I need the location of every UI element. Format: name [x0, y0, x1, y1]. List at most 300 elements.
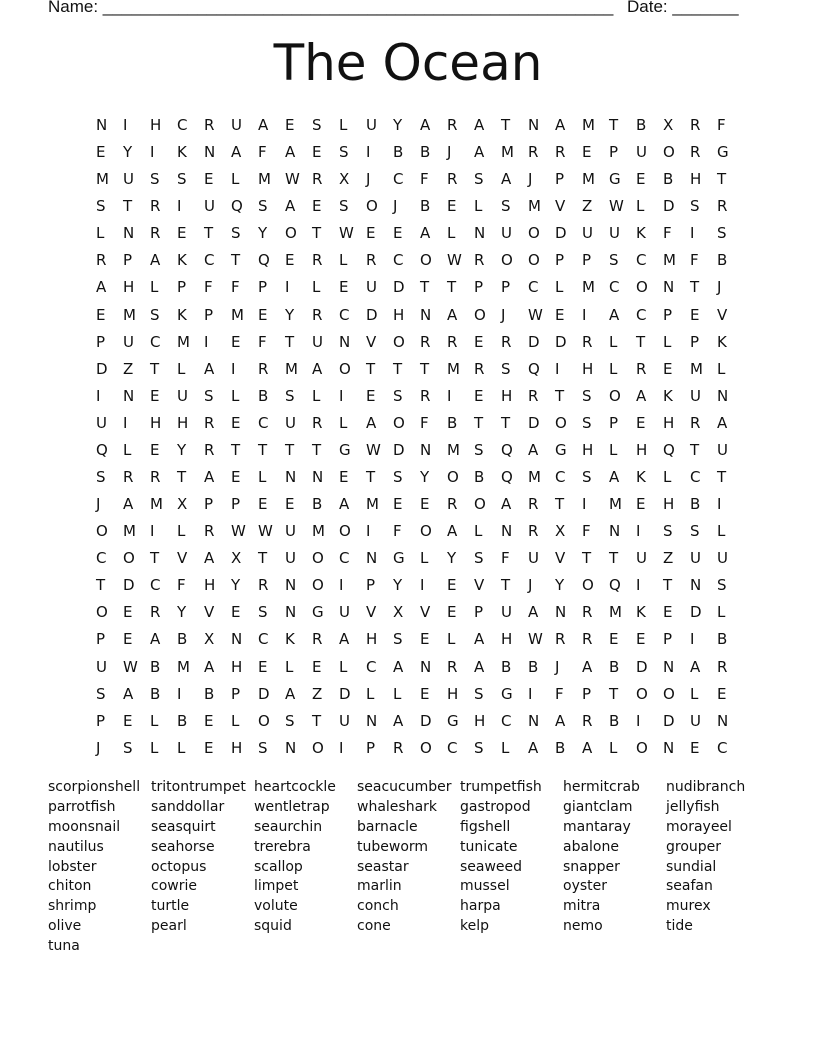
grid-cell[interactable]: E: [312, 657, 322, 676]
grid-cell[interactable]: E: [204, 738, 214, 757]
grid-cell[interactable]: I: [636, 576, 641, 595]
grid-cell[interactable]: B: [501, 657, 512, 676]
grid-cell[interactable]: A: [285, 684, 296, 703]
grid-cell[interactable]: S: [258, 738, 268, 757]
grid-cell[interactable]: P: [555, 170, 565, 189]
grid-cell[interactable]: S: [204, 386, 214, 405]
grid-cell[interactable]: X: [177, 495, 188, 514]
grid-cell[interactable]: A: [717, 413, 728, 432]
grid-cell[interactable]: R: [150, 468, 161, 487]
date-field[interactable]: Date: _______: [627, 0, 739, 16]
grid-cell[interactable]: S: [258, 603, 268, 622]
grid-cell[interactable]: C: [717, 738, 728, 757]
grid-cell[interactable]: R: [528, 386, 539, 405]
grid-cell[interactable]: K: [177, 251, 187, 270]
grid-cell[interactable]: Y: [177, 440, 187, 459]
grid-cell[interactable]: O: [420, 522, 432, 541]
grid-cell[interactable]: R: [150, 224, 161, 243]
grid-cell[interactable]: R: [312, 413, 323, 432]
grid-cell[interactable]: O: [474, 495, 486, 514]
grid-cell[interactable]: A: [690, 657, 701, 676]
grid-cell[interactable]: O: [96, 522, 108, 541]
grid-cell[interactable]: E: [285, 495, 295, 514]
grid-cell[interactable]: E: [474, 332, 484, 351]
grid-cell[interactable]: A: [501, 495, 512, 514]
grid-cell[interactable]: J: [501, 305, 506, 324]
grid-cell[interactable]: A: [366, 413, 377, 432]
grid-cell[interactable]: N: [501, 522, 513, 541]
grid-cell[interactable]: J: [528, 576, 533, 595]
grid-cell[interactable]: I: [636, 522, 641, 541]
grid-cell[interactable]: T: [312, 224, 322, 243]
grid-cell[interactable]: E: [339, 278, 349, 297]
grid-cell[interactable]: C: [393, 170, 404, 189]
grid-cell[interactable]: H: [393, 305, 405, 324]
grid-cell[interactable]: R: [204, 522, 215, 541]
grid-cell[interactable]: W: [258, 522, 273, 541]
grid-cell[interactable]: I: [366, 522, 371, 541]
grid-cell[interactable]: L: [609, 440, 618, 459]
grid-cell[interactable]: O: [339, 359, 351, 378]
grid-cell[interactable]: S: [339, 143, 349, 162]
grid-cell[interactable]: N: [420, 657, 432, 676]
grid-cell[interactable]: L: [312, 386, 321, 405]
grid-cell[interactable]: M: [582, 278, 595, 297]
grid-cell[interactable]: S: [690, 522, 700, 541]
grid-cell[interactable]: K: [717, 332, 727, 351]
grid-cell[interactable]: O: [663, 143, 675, 162]
grid-cell[interactable]: R: [447, 657, 458, 676]
grid-cell[interactable]: T: [447, 278, 457, 297]
grid-cell[interactable]: E: [420, 630, 430, 649]
grid-cell[interactable]: R: [258, 576, 269, 595]
grid-cell[interactable]: T: [501, 413, 511, 432]
grid-cell[interactable]: U: [636, 549, 647, 568]
grid-cell[interactable]: J: [447, 143, 452, 162]
grid-cell[interactable]: A: [609, 305, 620, 324]
grid-cell[interactable]: O: [636, 278, 648, 297]
grid-cell[interactable]: V: [717, 305, 728, 324]
grid-cell[interactable]: C: [690, 468, 701, 487]
grid-cell[interactable]: T: [366, 468, 376, 487]
grid-cell[interactable]: T: [501, 116, 511, 134]
grid-cell[interactable]: R: [528, 495, 539, 514]
grid-cell[interactable]: N: [285, 576, 297, 595]
grid-cell[interactable]: P: [690, 332, 700, 351]
grid-cell[interactable]: Y: [258, 224, 268, 243]
grid-cell[interactable]: T: [366, 359, 376, 378]
grid-cell[interactable]: E: [636, 413, 646, 432]
grid-cell[interactable]: E: [312, 143, 322, 162]
grid-cell[interactable]: L: [717, 603, 726, 622]
grid-cell[interactable]: M: [177, 332, 190, 351]
grid-cell[interactable]: L: [339, 251, 348, 270]
grid-cell[interactable]: U: [339, 603, 350, 622]
grid-cell[interactable]: T: [690, 278, 700, 297]
grid-cell[interactable]: U: [690, 711, 701, 730]
grid-cell[interactable]: Z: [123, 359, 134, 378]
grid-cell[interactable]: S: [609, 251, 619, 270]
grid-cell[interactable]: D: [258, 684, 270, 703]
grid-cell[interactable]: S: [393, 468, 403, 487]
grid-cell[interactable]: C: [258, 630, 269, 649]
grid-cell[interactable]: H: [123, 278, 135, 297]
grid-cell[interactable]: R: [447, 495, 458, 514]
grid-cell[interactable]: G: [609, 170, 621, 189]
grid-cell[interactable]: I: [636, 711, 641, 730]
grid-cell[interactable]: W: [285, 170, 300, 189]
grid-cell[interactable]: T: [420, 278, 430, 297]
grid-cell[interactable]: E: [393, 495, 403, 514]
grid-cell[interactable]: U: [204, 197, 215, 216]
grid-cell[interactable]: B: [258, 386, 269, 405]
grid-cell[interactable]: S: [177, 170, 187, 189]
grid-cell[interactable]: S: [96, 684, 106, 703]
grid-cell[interactable]: E: [258, 657, 268, 676]
grid-cell[interactable]: L: [312, 278, 321, 297]
grid-cell[interactable]: U: [501, 603, 512, 622]
grid-cell[interactable]: O: [663, 684, 675, 703]
grid-cell[interactable]: G: [555, 440, 567, 459]
grid-cell[interactable]: Q: [609, 576, 621, 595]
grid-cell[interactable]: Z: [312, 684, 323, 703]
grid-cell[interactable]: C: [177, 116, 188, 134]
grid-cell[interactable]: R: [312, 170, 323, 189]
grid-cell[interactable]: E: [717, 684, 727, 703]
grid-cell[interactable]: T: [663, 576, 673, 595]
grid-cell[interactable]: U: [690, 386, 701, 405]
grid-cell[interactable]: O: [123, 549, 135, 568]
grid-cell[interactable]: E: [285, 116, 295, 134]
grid-cell[interactable]: T: [258, 440, 268, 459]
grid-cell[interactable]: L: [501, 738, 510, 757]
grid-cell[interactable]: W: [123, 657, 138, 676]
grid-cell[interactable]: A: [150, 630, 161, 649]
grid-cell[interactable]: E: [366, 224, 376, 243]
grid-cell[interactable]: I: [690, 224, 695, 243]
grid-cell[interactable]: L: [366, 684, 375, 703]
grid-cell[interactable]: U: [96, 657, 107, 676]
grid-cell[interactable]: K: [177, 143, 187, 162]
grid-cell[interactable]: B: [474, 468, 485, 487]
grid-cell[interactable]: R: [474, 251, 485, 270]
grid-cell[interactable]: P: [96, 630, 106, 649]
grid-cell[interactable]: L: [231, 711, 240, 730]
grid-cell[interactable]: R: [582, 630, 593, 649]
grid-cell[interactable]: S: [474, 684, 484, 703]
grid-cell[interactable]: S: [150, 170, 160, 189]
grid-cell[interactable]: B: [717, 251, 728, 270]
grid-cell[interactable]: C: [609, 278, 620, 297]
grid-cell[interactable]: S: [285, 711, 295, 730]
grid-cell[interactable]: L: [150, 711, 159, 730]
grid-cell[interactable]: M: [123, 305, 136, 324]
grid-cell[interactable]: H: [447, 684, 459, 703]
grid-cell[interactable]: H: [690, 170, 702, 189]
grid-cell[interactable]: D: [96, 359, 108, 378]
grid-cell[interactable]: P: [123, 251, 133, 270]
grid-cell[interactable]: I: [177, 684, 182, 703]
grid-cell[interactable]: A: [555, 711, 566, 730]
grid-cell[interactable]: T: [285, 440, 295, 459]
grid-cell[interactable]: O: [636, 738, 648, 757]
grid-cell[interactable]: U: [285, 549, 296, 568]
grid-cell[interactable]: U: [123, 332, 134, 351]
grid-cell[interactable]: M: [258, 170, 271, 189]
grid-cell[interactable]: A: [474, 657, 485, 676]
grid-cell[interactable]: F: [555, 684, 564, 703]
grid-cell[interactable]: R: [447, 116, 458, 134]
grid-cell[interactable]: R: [366, 251, 377, 270]
grid-cell[interactable]: G: [312, 603, 324, 622]
grid-cell[interactable]: V: [366, 332, 377, 351]
grid-cell[interactable]: P: [609, 413, 619, 432]
grid-cell[interactable]: R: [312, 305, 323, 324]
grid-cell[interactable]: S: [474, 738, 484, 757]
grid-cell[interactable]: O: [501, 251, 513, 270]
grid-cell[interactable]: V: [474, 576, 485, 595]
grid-cell[interactable]: U: [609, 224, 620, 243]
grid-cell[interactable]: N: [366, 711, 378, 730]
grid-cell[interactable]: Y: [555, 576, 565, 595]
grid-cell[interactable]: O: [393, 332, 405, 351]
grid-cell[interactable]: B: [555, 738, 566, 757]
grid-cell[interactable]: N: [663, 738, 675, 757]
grid-cell[interactable]: S: [150, 305, 160, 324]
grid-cell[interactable]: R: [690, 116, 701, 134]
grid-cell[interactable]: R: [717, 197, 728, 216]
grid-cell[interactable]: E: [474, 386, 484, 405]
grid-cell[interactable]: U: [501, 224, 512, 243]
grid-cell[interactable]: O: [609, 386, 621, 405]
grid-cell[interactable]: W: [339, 224, 354, 243]
grid-cell[interactable]: M: [609, 603, 622, 622]
grid-cell[interactable]: H: [636, 440, 648, 459]
grid-cell[interactable]: V: [366, 603, 377, 622]
grid-cell[interactable]: C: [258, 413, 269, 432]
grid-cell[interactable]: I: [204, 332, 209, 351]
grid-cell[interactable]: J: [393, 197, 398, 216]
grid-cell[interactable]: M: [663, 251, 676, 270]
grid-cell[interactable]: C: [636, 305, 647, 324]
grid-cell[interactable]: T: [231, 251, 241, 270]
grid-cell[interactable]: N: [609, 522, 621, 541]
grid-cell[interactable]: A: [258, 116, 269, 134]
grid-cell[interactable]: R: [393, 738, 404, 757]
grid-cell[interactable]: A: [555, 116, 566, 134]
grid-cell[interactable]: X: [339, 170, 350, 189]
grid-cell[interactable]: L: [447, 630, 456, 649]
grid-cell[interactable]: O: [393, 413, 405, 432]
grid-cell[interactable]: F: [393, 522, 402, 541]
grid-cell[interactable]: D: [528, 413, 540, 432]
grid-cell[interactable]: H: [231, 738, 243, 757]
grid-cell[interactable]: J: [528, 170, 533, 189]
grid-cell[interactable]: R: [420, 332, 431, 351]
grid-cell[interactable]: T: [474, 413, 484, 432]
grid-cell[interactable]: L: [609, 738, 618, 757]
grid-cell[interactable]: Y: [420, 468, 430, 487]
grid-cell[interactable]: E: [636, 630, 646, 649]
grid-cell[interactable]: Q: [528, 359, 540, 378]
grid-cell[interactable]: N: [663, 657, 675, 676]
grid-cell[interactable]: A: [150, 251, 161, 270]
grid-cell[interactable]: A: [528, 738, 539, 757]
grid-cell[interactable]: I: [339, 738, 344, 757]
grid-cell[interactable]: I: [582, 305, 587, 324]
grid-cell[interactable]: U: [96, 413, 107, 432]
grid-cell[interactable]: I: [177, 197, 182, 216]
grid-cell[interactable]: E: [231, 413, 241, 432]
grid-cell[interactable]: O: [528, 251, 540, 270]
grid-cell[interactable]: L: [339, 116, 348, 134]
grid-cell[interactable]: I: [528, 684, 533, 703]
grid-cell[interactable]: S: [717, 576, 727, 595]
grid-cell[interactable]: E: [366, 386, 376, 405]
grid-cell[interactable]: I: [150, 522, 155, 541]
grid-cell[interactable]: N: [312, 468, 324, 487]
grid-cell[interactable]: K: [636, 224, 646, 243]
grid-cell[interactable]: E: [393, 224, 403, 243]
grid-cell[interactable]: E: [420, 495, 430, 514]
grid-cell[interactable]: L: [339, 657, 348, 676]
grid-cell[interactable]: G: [393, 549, 405, 568]
grid-cell[interactable]: L: [231, 170, 240, 189]
grid-cell[interactable]: R: [96, 251, 107, 270]
grid-cell[interactable]: M: [312, 522, 325, 541]
grid-cell[interactable]: E: [96, 143, 106, 162]
grid-cell[interactable]: N: [285, 738, 297, 757]
grid-cell[interactable]: V: [177, 549, 188, 568]
grid-cell[interactable]: A: [123, 495, 134, 514]
grid-cell[interactable]: P: [366, 576, 376, 595]
grid-cell[interactable]: T: [123, 197, 133, 216]
grid-cell[interactable]: S: [339, 197, 349, 216]
grid-cell[interactable]: E: [582, 143, 592, 162]
grid-cell[interactable]: D: [663, 197, 675, 216]
grid-cell[interactable]: K: [663, 386, 673, 405]
grid-cell[interactable]: B: [150, 657, 161, 676]
grid-cell[interactable]: L: [636, 197, 645, 216]
grid-cell[interactable]: T: [312, 711, 322, 730]
grid-cell[interactable]: A: [339, 630, 350, 649]
grid-cell[interactable]: W: [609, 197, 624, 216]
grid-cell[interactable]: O: [312, 738, 324, 757]
grid-cell[interactable]: D: [366, 305, 378, 324]
grid-cell[interactable]: T: [636, 332, 646, 351]
grid-cell[interactable]: L: [150, 278, 159, 297]
grid-cell[interactable]: J: [555, 657, 560, 676]
grid-cell[interactable]: O: [366, 197, 378, 216]
grid-cell[interactable]: P: [177, 278, 187, 297]
grid-cell[interactable]: G: [339, 440, 351, 459]
grid-cell[interactable]: A: [474, 630, 485, 649]
grid-cell[interactable]: R: [528, 143, 539, 162]
grid-cell[interactable]: R: [447, 170, 458, 189]
grid-cell[interactable]: M: [285, 359, 298, 378]
grid-cell[interactable]: I: [123, 413, 128, 432]
grid-cell[interactable]: S: [582, 386, 592, 405]
grid-cell[interactable]: U: [636, 143, 647, 162]
grid-cell[interactable]: O: [339, 522, 351, 541]
grid-cell[interactable]: A: [528, 440, 539, 459]
grid-cell[interactable]: A: [285, 143, 296, 162]
grid-cell[interactable]: H: [582, 359, 594, 378]
grid-cell[interactable]: A: [582, 738, 593, 757]
grid-cell[interactable]: A: [420, 116, 431, 134]
grid-cell[interactable]: A: [447, 305, 458, 324]
grid-cell[interactable]: W: [528, 630, 543, 649]
grid-cell[interactable]: P: [582, 251, 592, 270]
grid-cell[interactable]: A: [204, 657, 215, 676]
grid-cell[interactable]: P: [663, 305, 673, 324]
grid-cell[interactable]: R: [528, 522, 539, 541]
grid-cell[interactable]: N: [717, 711, 729, 730]
grid-cell[interactable]: U: [366, 278, 377, 297]
grid-cell[interactable]: F: [204, 278, 213, 297]
grid-cell[interactable]: E: [150, 440, 160, 459]
grid-cell[interactable]: E: [123, 630, 133, 649]
grid-cell[interactable]: B: [447, 413, 458, 432]
grid-cell[interactable]: A: [96, 278, 107, 297]
grid-cell[interactable]: B: [420, 197, 431, 216]
grid-cell[interactable]: N: [339, 332, 351, 351]
grid-cell[interactable]: F: [420, 413, 429, 432]
grid-cell[interactable]: M: [231, 305, 244, 324]
grid-cell[interactable]: T: [501, 576, 511, 595]
grid-cell[interactable]: L: [339, 413, 348, 432]
grid-cell[interactable]: W: [528, 305, 543, 324]
grid-cell[interactable]: C: [366, 657, 377, 676]
grid-cell[interactable]: H: [366, 630, 378, 649]
grid-cell[interactable]: F: [258, 332, 267, 351]
grid-cell[interactable]: U: [177, 386, 188, 405]
grid-cell[interactable]: T: [420, 359, 430, 378]
grid-cell[interactable]: W: [447, 251, 462, 270]
grid-cell[interactable]: B: [636, 116, 647, 134]
grid-cell[interactable]: A: [447, 522, 458, 541]
grid-cell[interactable]: Y: [285, 305, 295, 324]
grid-cell[interactable]: N: [96, 116, 108, 134]
grid-cell[interactable]: E: [636, 495, 646, 514]
grid-cell[interactable]: P: [204, 495, 214, 514]
grid-cell[interactable]: N: [528, 116, 540, 134]
grid-cell[interactable]: E: [447, 603, 457, 622]
grid-cell[interactable]: O: [258, 711, 270, 730]
grid-cell[interactable]: O: [582, 576, 594, 595]
grid-cell[interactable]: C: [555, 468, 566, 487]
grid-cell[interactable]: A: [204, 359, 215, 378]
grid-cell[interactable]: A: [123, 684, 134, 703]
grid-cell[interactable]: T: [150, 549, 160, 568]
grid-cell[interactable]: D: [555, 332, 567, 351]
grid-cell[interactable]: M: [447, 359, 460, 378]
grid-cell[interactable]: V: [555, 549, 566, 568]
grid-cell[interactable]: M: [528, 197, 541, 216]
grid-cell[interactable]: E: [177, 224, 187, 243]
grid-cell[interactable]: E: [447, 576, 457, 595]
grid-cell[interactable]: U: [528, 549, 539, 568]
grid-cell[interactable]: C: [636, 251, 647, 270]
grid-cell[interactable]: T: [582, 549, 592, 568]
grid-cell[interactable]: U: [339, 711, 350, 730]
grid-cell[interactable]: L: [447, 224, 456, 243]
grid-cell[interactable]: M: [609, 495, 622, 514]
grid-cell[interactable]: E: [285, 251, 295, 270]
grid-cell[interactable]: R: [717, 657, 728, 676]
grid-cell[interactable]: R: [582, 711, 593, 730]
grid-cell[interactable]: X: [204, 630, 215, 649]
